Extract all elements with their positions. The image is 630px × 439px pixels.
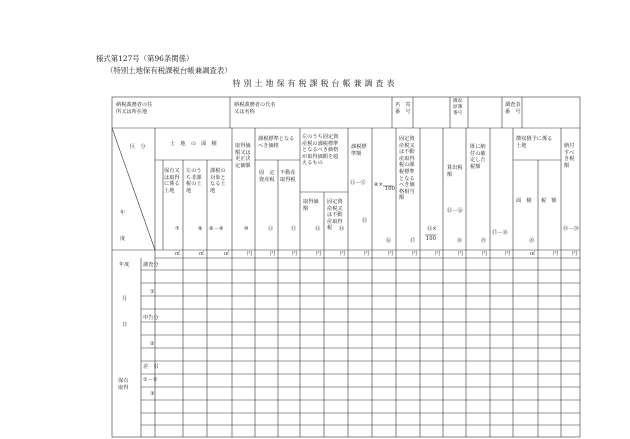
row-r3: ③: [150, 391, 155, 397]
mark-16: ⑯: [386, 238, 392, 244]
form-number: 様式第127号（第96条関係）: [96, 54, 194, 63]
taxpayer-address-label: 納税義務者の住 所又は所在地: [116, 102, 153, 115]
unit-label: ㎡: [224, 251, 230, 257]
unit-label: 円: [292, 251, 298, 257]
taxable-label: 課税の 対象と なる土 地: [210, 168, 226, 194]
mark-13: ⑬: [315, 226, 321, 232]
paid-tax-label: 既に納 付の確 定した 税額: [470, 144, 486, 170]
collection-ledger-no-label: 徴収 原簿 番号: [453, 99, 463, 116]
exceed-part-label: 左のうち固定資 産税の課税標準 となるべき価格 が取得価額を超 えるもの: [302, 134, 339, 167]
mark-19-20: ⑲－⑳: [563, 226, 579, 232]
area-label: 面 積: [516, 198, 532, 204]
mark-8-9: ⑧－⑨: [209, 226, 224, 232]
acquisition-price-label: 取得価 額又は 更正決 定価額: [235, 143, 251, 169]
row-holding: 保有 取得: [118, 378, 129, 391]
unit-label: 円: [435, 251, 441, 257]
standard-amount-label: 課税標準となる べき価格: [258, 136, 295, 149]
unit-label: 円: [553, 251, 559, 257]
category-label: 区 分: [130, 144, 146, 150]
mark-13x: ⑬×: [427, 226, 437, 232]
tax-base-label: 課税標 準額: [351, 144, 367, 157]
mark-15-16: ⑮－⑯: [447, 208, 463, 214]
real-estate-tax-label: 不動産 取得税: [280, 170, 296, 183]
mark-17: ⑰: [410, 238, 416, 244]
land-held-label: 保有又 は取得 に係る 土地: [164, 168, 180, 194]
unit-label: 円: [458, 251, 464, 257]
unit-label: 円: [482, 251, 488, 257]
fixed-or-real-label: 固定資 産税又 は不動 産取得 税: [327, 199, 343, 232]
row-report-part: 申告分: [143, 315, 159, 321]
mark-11-12: ⑪－⑫: [350, 180, 366, 186]
form-name: （特別土地保有税課税台帳兼調査表）: [106, 66, 232, 75]
year-label: 年 度: [120, 210, 126, 243]
unit-label: 円: [247, 251, 253, 257]
mark-7: ⑦: [175, 226, 180, 232]
tax-amount-label: 税 額: [541, 198, 557, 204]
fixed-asset-value-label: 固 定 資産税: [259, 170, 275, 183]
unit-label: 円: [316, 251, 322, 257]
exemption-label: 徴収猶予に係る 土地: [516, 136, 553, 149]
taxpayer-name-label: 納税義務者の氏名 又は名称: [234, 102, 276, 115]
row-survey-part: 調査分: [143, 262, 159, 268]
row-year-label: 年度: [119, 262, 130, 268]
unit-label: ㎡: [530, 251, 536, 257]
mark-17-18: ⑰－⑱: [492, 230, 508, 236]
row-month-day: 月 日: [122, 296, 128, 329]
mark-100b: 100: [426, 236, 436, 242]
acq-price-label: 取得価 額: [303, 199, 319, 212]
mark-12: ⑫: [291, 226, 297, 232]
row-r2: ②: [150, 341, 155, 347]
mark-18: ⑱: [457, 238, 463, 244]
mark-10: ⑩: [244, 226, 249, 232]
deduct-note-label: 固定資 産税又 は不動 産取得 税の課 税標準 となる べき価 格相当 額: [399, 136, 415, 202]
mark-14: ⑭: [339, 226, 345, 232]
calc-tax-label: 算出税 額: [447, 165, 463, 178]
row-diff: 差 引: [143, 364, 159, 370]
unit-label: 円: [505, 251, 511, 257]
mark-8: ⑧: [198, 226, 203, 232]
mark-100: 100: [385, 186, 395, 192]
row-diff2: ①－②: [143, 377, 158, 383]
unit-label: 円: [270, 251, 276, 257]
tax-payable-label: 納付 すべ き税 額: [564, 143, 575, 169]
survey-no-label: 調査表 番 号: [505, 102, 521, 115]
unit-label: ㎡: [199, 251, 205, 257]
row-r1: ①: [150, 289, 155, 295]
non-taxable-label: 左のう ち非課 税の土 地: [186, 168, 202, 194]
mark-6x: ⑥×: [374, 182, 383, 188]
ledger-no-label: 名 寄 番 号: [395, 102, 411, 115]
mark-11: ⑪: [268, 226, 274, 232]
unit-label: 円: [412, 251, 418, 257]
page-title: 特別土地保有税課税台帳兼調査表: [232, 79, 398, 88]
land-area-label: 土 地 の 面 積: [170, 141, 217, 147]
unit-label: ㎡: [175, 251, 181, 257]
mark-19: ⑲: [481, 238, 487, 244]
unit-label: 円: [388, 251, 394, 257]
unit-label: 円: [340, 251, 346, 257]
mark-15: ⑮: [362, 218, 368, 224]
mark-20: ⑳: [529, 238, 535, 244]
unit-label: 円: [364, 251, 370, 257]
unit-label: 円: [572, 251, 578, 257]
